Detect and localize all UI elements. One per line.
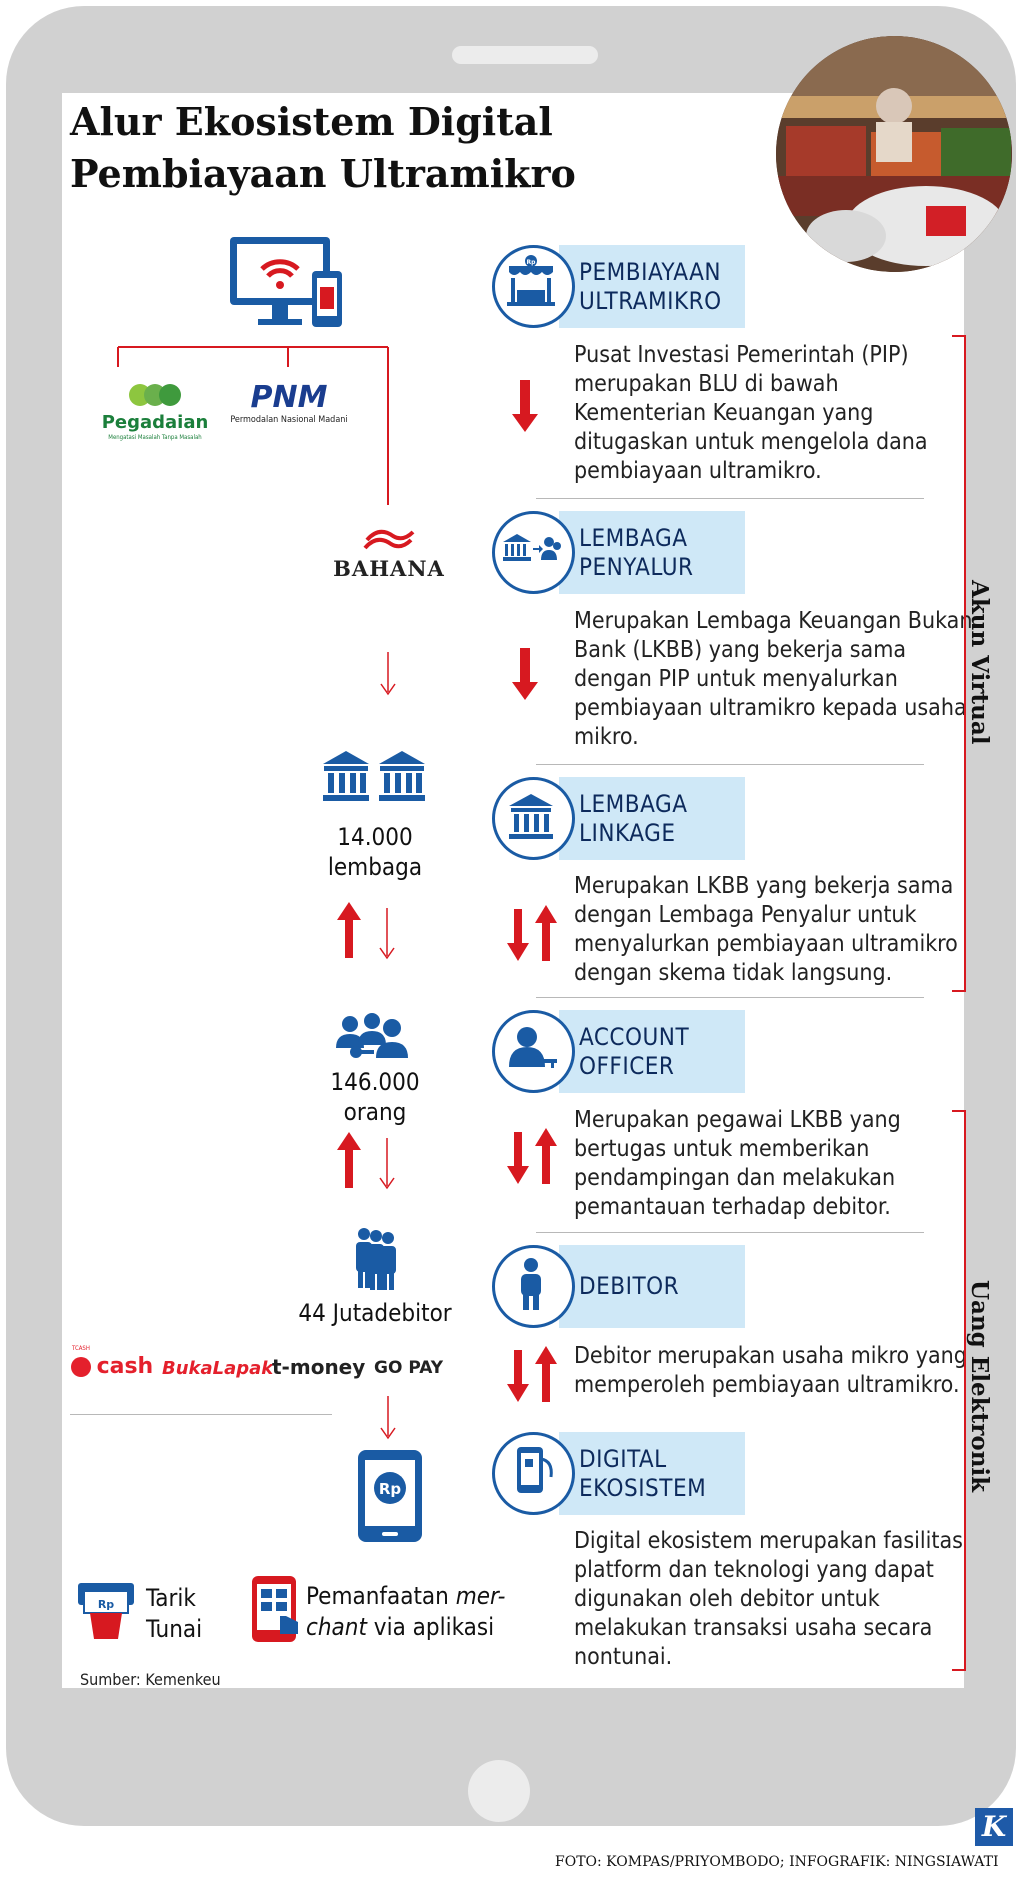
publisher-logo: K — [975, 1808, 1013, 1846]
crowd-icon — [346, 1226, 406, 1296]
legend-merchant-line-2: chant via aplikasi — [306, 1613, 495, 1641]
arrow-up-down-bold — [506, 905, 558, 963]
legend-tarik-line-1: Tarik — [146, 1584, 196, 1612]
officer-with-key-icon — [492, 1010, 575, 1093]
side-label-uang-elektronik: Uang Elektronik — [966, 1280, 993, 1493]
bahana-mark-icon — [359, 522, 419, 552]
arrow-up-down-bold — [506, 1128, 558, 1186]
pnm-logo: PNM Permodalan Nasional Madani — [230, 380, 348, 425]
tcash-mark-icon — [70, 1356, 92, 1378]
step-label-box: ACCOUNT OFFICER — [559, 1010, 745, 1093]
step-label-box: DIGITAL EKOSISTEM — [559, 1432, 745, 1515]
step-description-2: Merupakan Lembaga Keuangan Bukan Bank (LKBB) yang bekerja sama dengan PIP untuk menyalurkan pembiayaan ultramikro kepada usaha mikro. — [574, 608, 973, 750]
step-description-1: Pusat Investasi Pemerintah (PIP) merupakan BLU di bawah Kementerian Keuangan yang ditugaskan untuk mengelola dana pembiayaan ultramikro. — [574, 342, 928, 484]
bukalapak-logo: BukaLapak — [162, 1358, 274, 1379]
step-separator — [536, 764, 924, 765]
arrow-down-bold — [510, 380, 540, 434]
step-label-box: LEMBAGA LINKAGE — [559, 777, 745, 860]
two-banks-icon — [320, 748, 430, 810]
gopay-logo: GO PAY — [374, 1358, 444, 1378]
svg-text:Rp: Rp — [97, 1598, 115, 1611]
source-note: Sumber: Kemenkeu — [80, 1670, 221, 1689]
step-label-box: DEBITOR — [559, 1245, 745, 1328]
pegadaian-mark-icon — [127, 382, 183, 408]
arrow-down-thin — [378, 1396, 398, 1442]
credit-line: FOTO: KOMPAS/PRIYOMBODO; INFOGRAFIK: NINGSIAWATI — [555, 1854, 999, 1870]
step-lembaga-linkage — [492, 777, 745, 860]
svg-text:Rp: Rp — [378, 1480, 402, 1498]
uang-elektronik-bracket — [952, 1110, 966, 1671]
step-description-6: Digital ekosistem merupakan fasilitas platform dan teknologi yang dapat digunakan oleh debitor untuk melakukan transaksi usaha secara nontunai. — [574, 1528, 963, 1670]
pegadaian-logo: Pegadaian Mengatasi Masalah Tanpa Masalah — [100, 382, 210, 441]
payment-logos — [70, 1345, 460, 1386]
bahana-logo: BAHANA — [326, 522, 452, 581]
step-description-3: Merupakan LKBB yang bekerja sama dengan Lembaga Penyalur untuk menyalurkan pembiayaan ultramikro dengan skema tidak langsung. — [574, 873, 958, 986]
merchant-app-icon — [250, 1574, 302, 1648]
arrow-up-and-down-pair-1 — [335, 902, 405, 960]
divider — [70, 1414, 332, 1415]
orang-count: 146.000 — [330, 1068, 420, 1096]
bank-building-icon — [492, 777, 575, 860]
arrow-down-thin — [378, 652, 398, 698]
people-group-icon — [332, 1012, 412, 1072]
lembaga-unit: lembaga — [327, 853, 423, 881]
smartphone-rp-icon — [356, 1448, 426, 1548]
legend-tarik-line-2: Tunai — [146, 1615, 203, 1643]
step-pembiayaan-ultramikro — [492, 245, 745, 328]
person-icon — [492, 1245, 575, 1328]
svg-text:Rp: Rp — [526, 259, 536, 266]
step-lembaga-penyalur — [492, 511, 745, 594]
computer-phone-icon — [228, 235, 348, 339]
akun-virtual-bracket — [952, 335, 966, 992]
bank-to-people-icon — [492, 511, 575, 594]
step-account-officer — [492, 1010, 745, 1093]
phone-home-button — [468, 1760, 530, 1822]
step-digital-ekosistem — [492, 1432, 745, 1515]
cash-withdrawal-icon — [76, 1581, 136, 1645]
legend-merchant-line-1: Pemanfaatan mer- — [306, 1582, 506, 1610]
market-stall-rp-icon — [492, 245, 575, 328]
step-label-box: LEMBAGA PENYALUR — [559, 511, 745, 594]
debitor-count: 44 Jutadebitor — [298, 1299, 452, 1327]
step-separator — [536, 498, 924, 499]
step-separator — [536, 1232, 924, 1233]
step-description-4: Merupakan pegawai LKBB yang bertugas untuk memberikan pendampingan dan melakukan pemantauan terhadap debitor. — [574, 1107, 901, 1220]
step-label-box: PEMBIAYAAN ULTRAMIKRO — [559, 245, 745, 328]
market-photo — [776, 36, 1012, 272]
phone-speaker — [452, 46, 598, 64]
tmoney-logo: t-money — [272, 1355, 366, 1379]
step-separator — [536, 997, 924, 998]
arrow-up-and-down-pair-2 — [335, 1132, 405, 1190]
orang-unit: orang — [343, 1098, 407, 1126]
tcash-logo: cash TCASH — [72, 1345, 154, 1379]
step-debitor — [492, 1245, 745, 1328]
page-title: Alur Ekosistem Digital Pembiayaan Ultramikro — [70, 99, 576, 196]
phone-hand-icon — [492, 1432, 575, 1515]
arrow-down-bold — [510, 648, 540, 702]
lembaga-count: 14.000 — [337, 823, 413, 851]
arrow-up-down-bold — [506, 1346, 558, 1404]
side-label-akun-virtual: Akun Virtual — [966, 580, 993, 745]
step-description-5: Debitor merupakan usaha mikro yang memperoleh pembiayaan ultramikro. — [574, 1343, 967, 1398]
